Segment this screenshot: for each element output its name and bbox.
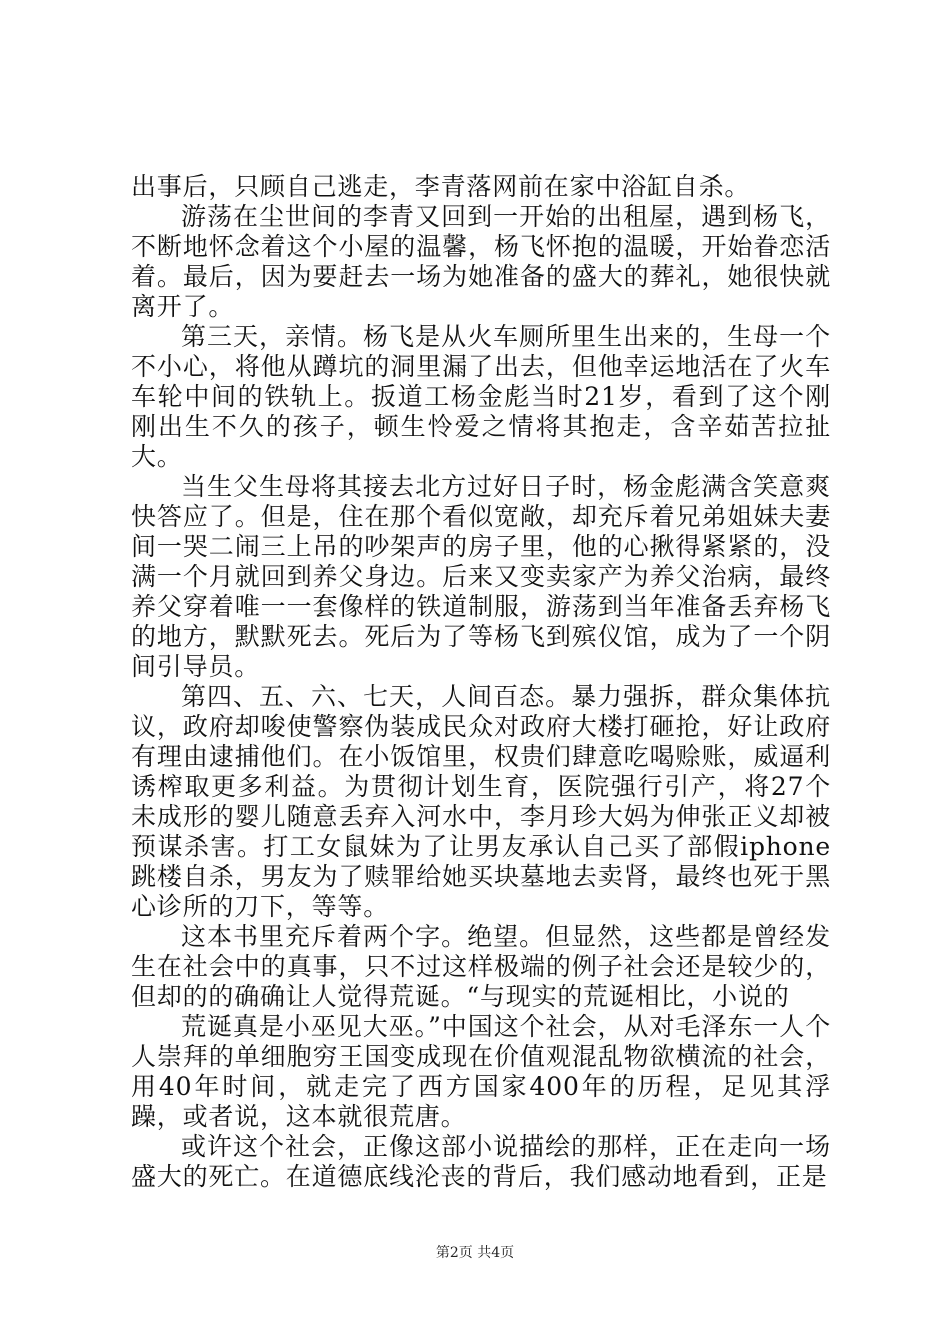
paragraph-7: 荒诞真是小巫见大巫。”中国这个社会，从对毛泽东一人个人崇拜的单细胞穷王国变成现在价值观混乱物欲横流的社会，用40年时间，就走完了西方国家400年的历程，足见其浮躁，或者说，这本就很荒唐。: [131, 1012, 831, 1131]
paragraph-6: 这本书里充斥着两个字。绝望。但显然，这些都是曾经发生在社会中的真事，只不过这样极端的例子社会还是较少的，但却的的确确让人觉得荒诞。“与现实的荒诞相比，小说的: [131, 922, 831, 1011]
paragraph-4: 当生父生母将其接去北方过好日子时，杨金彪满含笑意爽快答应了。但是，住在那个看似宽敞，却充斥着兄弟姐妹夫妻间一哭二闹三上吊的吵架声的房子里，他的心揪得紧紧的，没满一个月就回到养父身边。后来又变卖家产为养父治病，最终养父穿着唯一一套像样的铁道制服，游荡到当年准备丢弃杨飞的地方，默默死去。死后为了等杨飞到殡仪馆，成为了一个阴间引导员。: [131, 472, 831, 681]
page-footer: 第2页 共4页: [435, 1245, 515, 1261]
paragraph-1: 出事后，只顾自己逃走，李青落网前在家中浴缸自杀。: [131, 172, 751, 201]
paragraph-5: 第四、五、六、七天，人间百态。暴力强拆，群众集体抗议，政府却唆使警察伪装成民众对政府大楼打砸抢，好让政府有理由逮捕他们。在小饭馆里，权贵们肆意吃喝赊账，威逼利诱榨取更多利益。为贯彻计划生育，医院强行引产，将27个未成形的婴儿随意丢弃入河水中，李月珍大妈为伸张正义却被预谋杀害。打工女鼠妹为了让男友承认自己买了部假iphone跳楼自杀，男友为了赎罪给她买块墓地去卖肾，最终也死于黑心诊所的刀下，等等。: [131, 682, 831, 921]
paragraph-3: 第三天，亲情。杨飞是从火车厕所里生出来的，生母一个不小心，将他从蹲坑的洞里漏了出去，但他幸运地活在了火车车轮中间的铁轨上。扳道工杨金彪当时21岁，看到了这个刚刚出生不久的孩子，顿生怜爱之情将其抱走，含辛茹苦拉扯大。: [131, 322, 831, 471]
document-body: [131, 172, 831, 1192]
paragraph-8: 或许这个社会，正像这部小说描绘的那样，正在走向一场盛大的死亡。在道德底线沦丧的背后，我们感动地看到，正是: [131, 1132, 831, 1191]
paragraph-2: 游荡在尘世间的李青又回到一开始的出租屋，遇到杨飞，不断地怀念着这个小屋的温馨，杨飞怀抱的温暖，开始眷恋活着。最后，因为要赶去一场为她准备的盛大的葬礼，她很快就离开了。: [131, 202, 831, 321]
